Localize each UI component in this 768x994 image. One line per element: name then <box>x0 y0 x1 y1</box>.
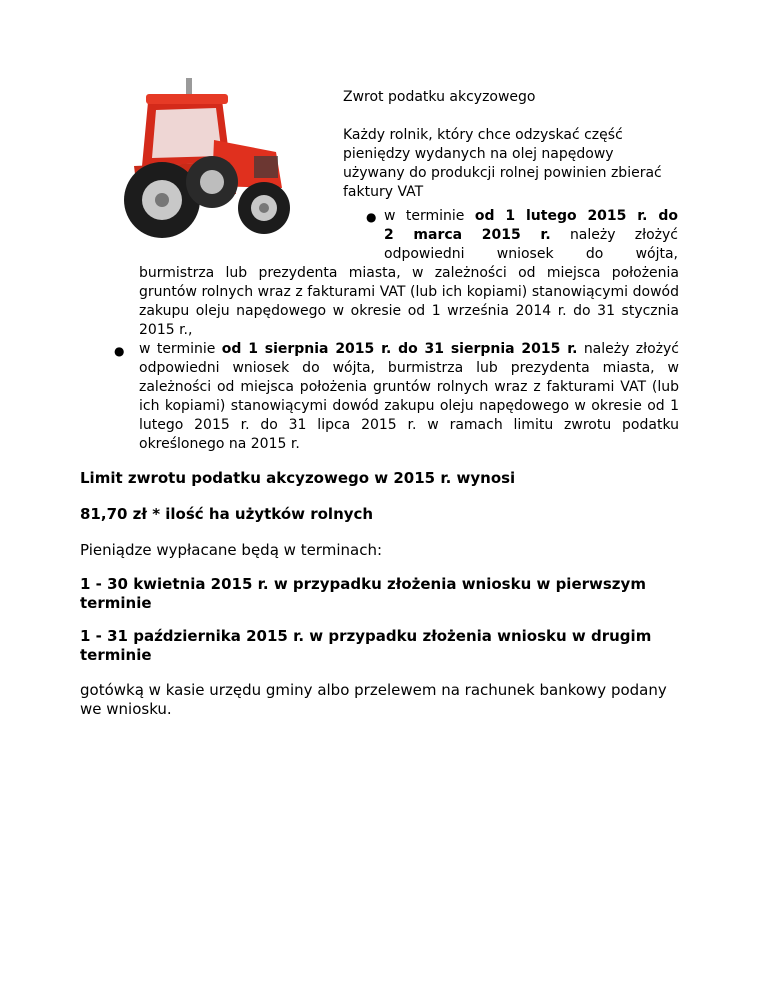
document-title: Zwrot podatku akcyzowego <box>343 89 536 105</box>
payment-method: gotówką w kasie urzędu gminy albo przelewem na rachunek bankowy podany we wniosku. <box>80 681 667 718</box>
bullet-dot-icon: ● <box>114 344 125 358</box>
payout-term-1: 1 - 30 kwietnia 2015 r. w przypadku złożenia wniosku w pierwszym terminie <box>80 575 646 612</box>
bullet-2-rest: należy złożyć odpowiedni wniosek do wójta, burmistrza lub prezydenta miasta, w zależności od miejsca położenia gruntów rolnych wraz z fakturami VAT (lub ich kopiami) stanowiącymi dowód zakupu oleju napędowego w okresie od 1 lutego 2015 r. do 31 lipca 2015 r. w ramach limitu zwrotu podatku określonego na 2015 r. <box>139 341 680 452</box>
tractor-image <box>104 70 300 244</box>
bullet-2-dates: od 1 sierpnia 2015 r. do 31 sierpnia 2015 r. <box>221 341 578 357</box>
bullet-1-after: należy złożyć <box>569 227 679 243</box>
bullet-1-lead: w terminie <box>384 208 465 224</box>
bullet-2-lead: w terminie <box>139 341 216 357</box>
bullet-item-1-rest: burmistrza lub prezydenta miasta, w zależności od miejsca położenia gruntów rolnych wraz z fakturami VAT (lub ich kopiami) stanowiącymi dowód zakupu oleju napędowego w okresie od 1 września 2014 r. do 31 stycznia 2015 r., <box>139 265 679 338</box>
payout-heading: Pieniądze wypłacane będą w terminach: <box>80 541 382 559</box>
bullet-item-1-head <box>384 207 678 264</box>
intro-paragraph: Każdy rolnik, który chce odzyskać część pieniędzy wydanych na olej napędowy używany do produkcji rolnej powinien zbierać faktury VAT <box>343 127 662 200</box>
bullet-1-dates-a: od 1 lutego 2015 r. do <box>474 208 679 224</box>
bullet-dot-icon: ● <box>366 210 377 224</box>
limit-formula: 81,70 zł * ilość ha użytków rolnych <box>80 505 374 523</box>
bullet-1-dates-b: 2 marca 2015 r. <box>384 227 551 243</box>
limit-heading: Limit zwrotu podatku akcyzowego w 2015 r. wynosi <box>80 469 516 487</box>
bullet-item-2 <box>139 340 679 454</box>
payout-term-2: 1 - 31 października 2015 r. w przypadku złożenia wniosku w drugim terminie <box>80 627 652 664</box>
bullet-1-line3: odpowiedni wniosek do wójta, <box>384 246 678 262</box>
